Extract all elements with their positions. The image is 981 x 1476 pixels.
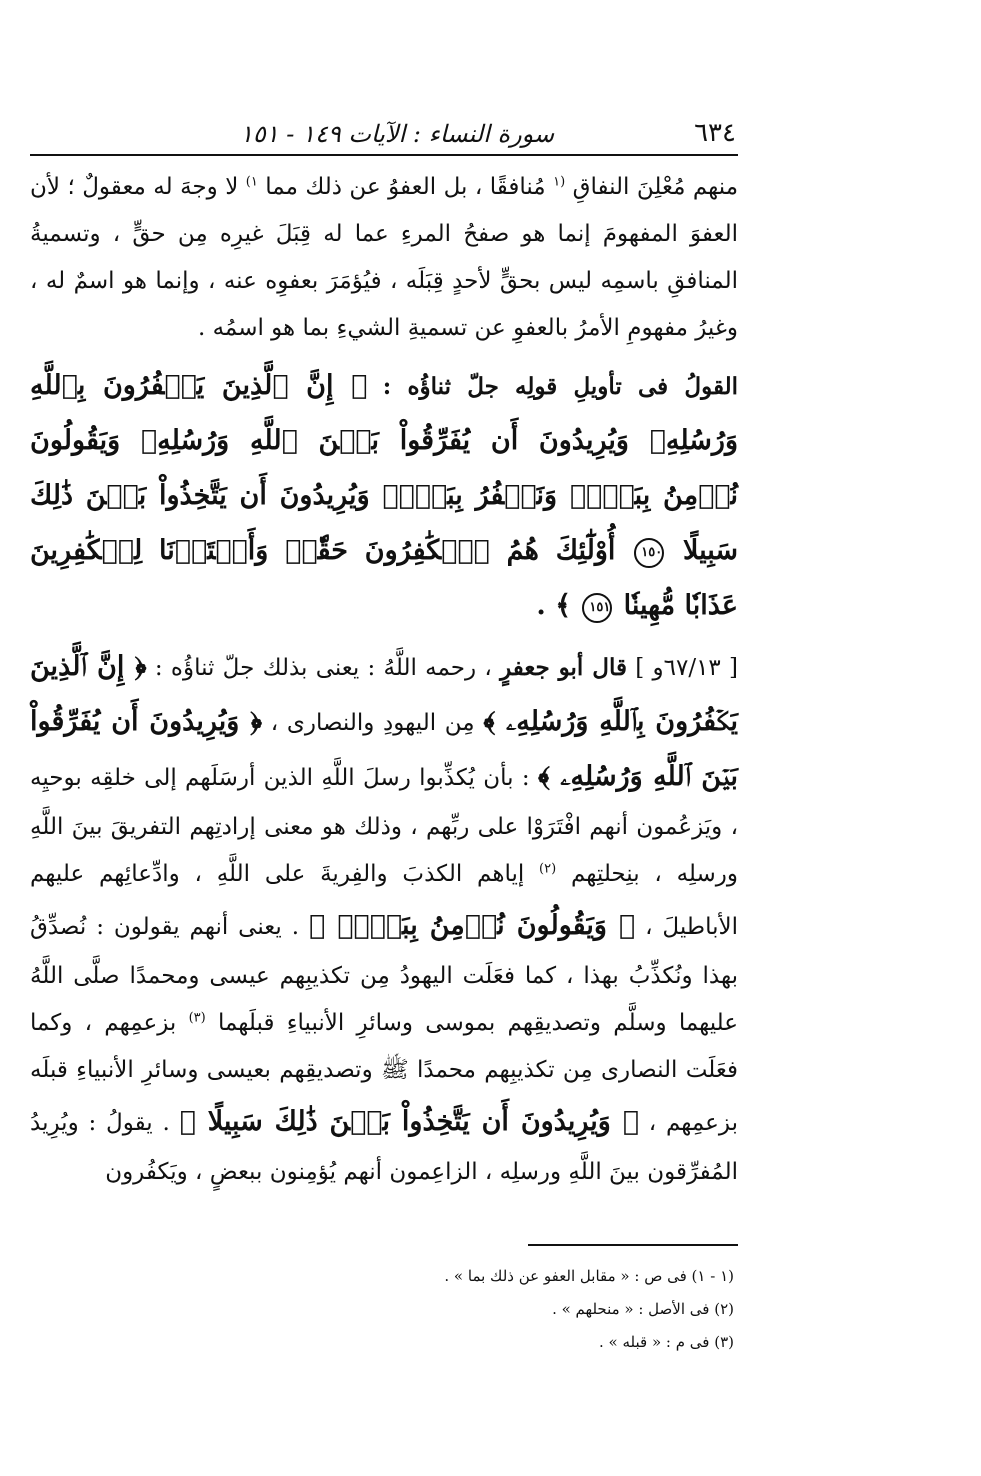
quote-verse-2: ﴿ وَيُرِيدُونَ أَن يُفَرِّقُواْ بَيۡنَ ٱللَّهِ وَرُسُلِهِۦ ﴾ [30,706,738,792]
quran-verse-end: ﴾ . [536,590,572,621]
paragraph-1-text-c: لا وجهَ له معقولٌ ؛ لأن العفوَ المفهومَ إنما هو صفحُ المرءِ عما له قِبَلَ غيرِه مِن حقٍّ ، وتسميةُ المنافقِ باسمِه ليس بحقٍّ لأحدٍ قِبَلَه ، فيُؤمَرَ بعفوِه عنه ، وإنما هو اسمٌ له ، وغيرُ مفهومِ الأمرُ بالعفوِ عن تسميةِ الشيءِ بما هو اسمُه . [30,174,738,341]
footnote-3: (٣) فى م : « قبله » . [599,1333,734,1351]
quote-verse-4: ﴿ وَيُرِيدُونَ أَن يَتَّخِذُواْ بَيۡنَ ذَٰلِكَ سَبِيلًا ﴾ [179,1106,639,1137]
footnotes [30,1260,738,1359]
footnote-2: (٢) فى الأصل : « منحلهم » . [552,1300,734,1318]
manuscript-reference: [ ٦٧/١٣و ] [635,655,739,681]
ayah-number-150: ١٥٠ [634,538,664,568]
footnote-divider [528,1244,738,1246]
paragraph-3-text-g: . يقولُ : ويُرِيدُ المُفرِّقون بينَ اللَّهِ ورسلِه ، الزاعِمون أنهم يُؤمِنون ببعضٍ ، ويَكفُرون [30,1110,738,1185]
footnote-marker-1-close: ١) [245,174,258,190]
speaker-name: قال أبو جعفرٍ [500,654,627,681]
paragraph-1-text-b: مُنافقًا ، بل العفوُ عن ذلك مما [265,174,546,200]
quote-verse-3: ﴿ وَيَقُولُونَ نُؤۡمِنُ بِبَعۡضٖ ﴾ [309,910,636,941]
book-page [30,112,738,1359]
footnote-marker-3: (٣) [188,1010,206,1026]
paragraph-3-text-c: : بأن يُكذِّبوا رسلَ اللَّهِ الذين أرسَلَهم إلى خلقِه بوحيِه ، ويَزعُمون أنهم افْتَرَوْا على ربِّهم ، وذلك هو معنى إرادتِهم التفريقَ بينَ اللَّهِ ورسلِه ، بنِحلتِهم [30,765,739,887]
paragraph-2 [30,358,738,633]
paragraph-3-text-a: ، رحمه اللَّهُ : يعنى بذلك جلّ ثناؤُه : [154,655,492,681]
paragraph-1 [30,164,738,352]
body-text [30,164,738,1196]
paragraph-3-text-f: بزعمِهم ، وكما فعَلَت النصارى مِن تكذيبِهم محمدًا ﷺ وتصديقِهم بعيسى وسائرِ الأنبياءِ قبلَه بزعمِهم ، [30,1010,739,1136]
footnote-1: (١ - ١) فى ص : « مقابل العفو عن ذلك بما » . [444,1267,734,1285]
paragraph-1-text-a: منهم مُعْلِنَ النفاقِ [572,174,739,200]
quote-verse-1: ﴿ إِنَّ ٱلَّذِينَ يَكۡفُرُونَ بِٱللَّهِ وَرُسُلِهِۦ ﴾ [30,651,738,737]
paragraph-3-text-d: إياهم الكذبَ والفِريةَ على اللَّهِ ، وادِّعائِهم عليهم الأباطيلَ ، [30,861,739,940]
quran-verse-150: ﴿ إِنَّ ٱلَّذِينَ يَكۡفُرُونَ بِٱللَّهِ وَرُسُلِهِۦ وَيُرِيدُونَ أَن يُفَرِّقُواْ بَيۡنَ ٱللَّهِ وَرُسُلِهِۦ وَيَقُولُونَ نُؤۡمِنُ بِبَعۡضٖ وَنَكۡفُرُ بِبَعۡضٖ وَيُرِيدُونَ أَن يَتَّخِذُواْ بَيۡنَ ذَٰلِكَ سَبِيلًا [30,370,739,566]
footnote-marker-1-open: (١ [553,174,566,190]
paragraph-3-text-b: مِن اليهودِ والنصارى ، [270,710,475,736]
section-heading: القولُ فى تأويلِ قولِه جلّ ثناؤُه : [382,373,738,400]
page-number: ٦٣٤ [694,118,736,148]
page-header [30,112,738,156]
footnote-marker-2: (٢) [539,861,557,877]
ayah-number-151: ١٥١ [582,593,612,623]
quran-verse-151: أُوْلَٰٓئِكَ هُمُ ٱلۡكَٰفِرُونَ حَقّٗاۚ وَأَعۡتَدۡنَا لِلۡكَٰفِرِينَ عَذَابٗا مُّهِينٗا [30,535,738,621]
running-title: سورة النساء : الآيات ١٤٩ - ١٥١ [240,120,555,148]
paragraph-3-text-e: . يعنى أنهم يقولون : نُصدِّقُ بهذا ونُكذِّبُ بهذا ، كما فعَلَت اليهودُ مِن تكذيبِهم عيسى ومحمدًا صلَّى اللَّهُ عليهما وسلَّم وتصديقِهم بموسى وسائرِ الأنبياءِ قبلَهما [30,914,739,1036]
paragraph-3 [30,639,738,1196]
